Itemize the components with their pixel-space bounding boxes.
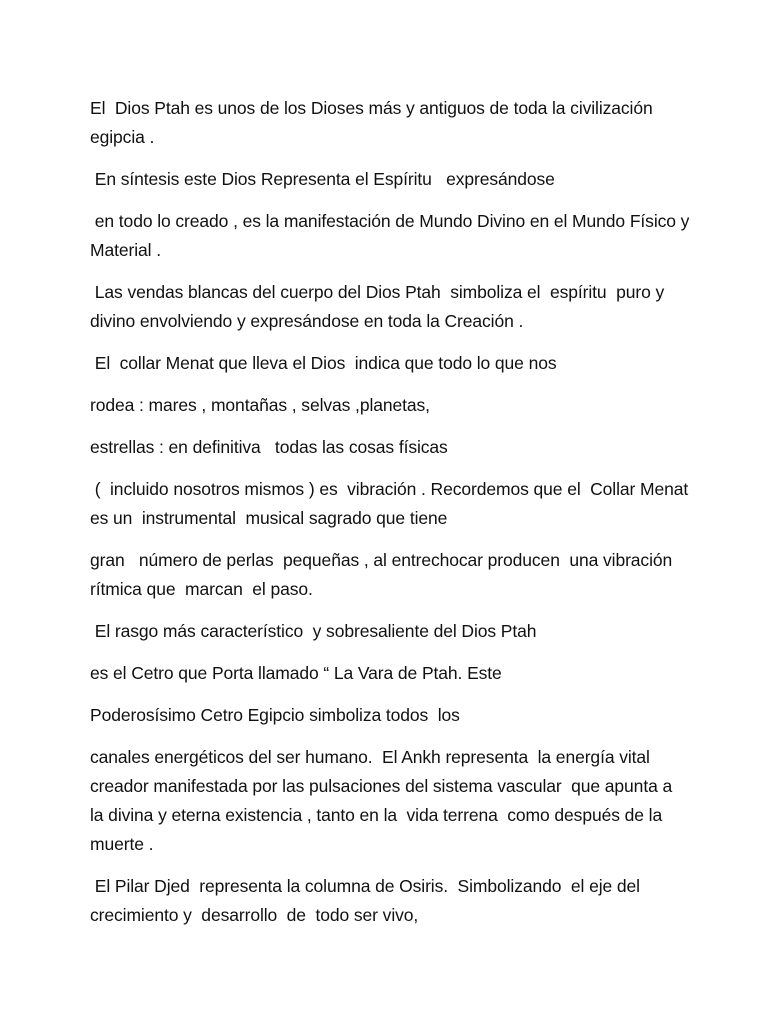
paragraph-3: en todo lo creado , es la manifestación de Mundo Divino en el Mundo Físico y Material . (90, 211, 695, 260)
paragraph-1: El Dios Ptah es unos de los Dioses más y antiguos de toda la civilización egipcia . (90, 98, 658, 147)
paragraph-12: Poderosísimo Cetro Egipcio simboliza todos los (90, 705, 460, 725)
paragraph-10: El rasgo más característico y sobresaliente del Dios Ptah (90, 621, 537, 641)
paragraph-11: es el Cetro que Porta llamado “ La Vara de Ptah. Este (90, 663, 502, 683)
paragraph-14: El Pilar Djed representa la columna de Osiris. Simbolizando el eje del crecimiento y desarrollo de todo ser vivo, (90, 876, 645, 925)
paragraph-4: Las vendas blancas del cuerpo del Dios Ptah simboliza el espíritu puro y divino envolviendo y expresándose en toda la Creación . (90, 282, 669, 331)
paragraph-7: estrellas : en definitiva todas las cosas físicas (90, 437, 448, 457)
document-body (90, 94, 695, 943)
paragraph-9: gran número de perlas pequeñas , al entrechocar producen una vibración rítmica que marcan el paso. (90, 550, 682, 599)
paragraph-8: ( incluido nosotros mismos ) es vibración . Recordemos que el Collar Menat es un instrumental musical sagrado que tiene (90, 479, 693, 528)
paragraph-5: El collar Menat que lleva el Dios indica que todo lo que nos (90, 353, 557, 373)
paragraph-2: En síntesis este Dios Representa el Espíritu expresándose (90, 169, 555, 189)
paragraph-6: rodea : mares , montañas , selvas ,planetas, (90, 395, 430, 415)
paragraph-13: canales energéticos del ser humano. El Ankh representa la energía vital creador manifestada por las pulsaciones del sistema vascular que apunta a la divina y eterna existencia , tanto en la vida terrena como después de la muerte . (90, 747, 677, 854)
